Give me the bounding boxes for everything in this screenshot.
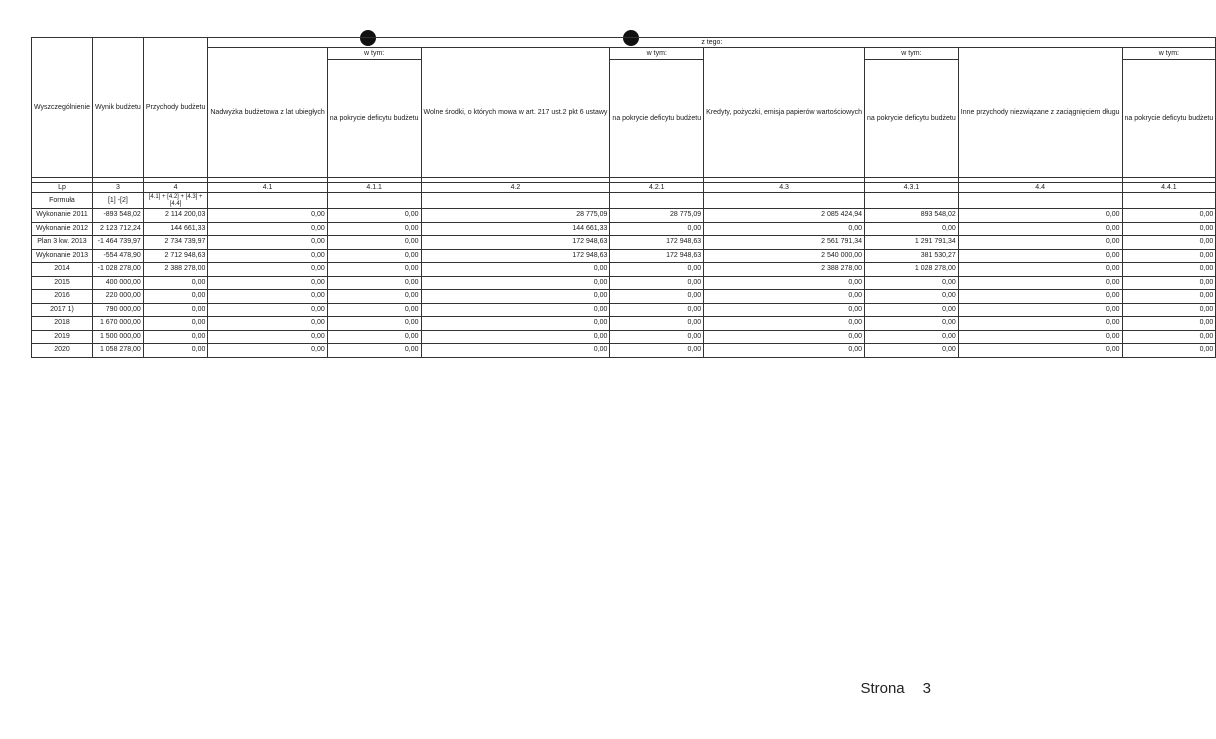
row-label: Wykonanie 2011	[32, 209, 93, 223]
value-cell: 0,00	[704, 330, 865, 344]
value-cell: 0,00	[865, 276, 959, 290]
value-cell: 0,00	[958, 249, 1122, 263]
value-cell: 0,00	[865, 303, 959, 317]
value-cell: 0,00	[704, 303, 865, 317]
value-cell: 0,00	[1122, 236, 1216, 250]
lp-cell: 4.1	[208, 183, 327, 193]
value-cell: 0,00	[208, 249, 327, 263]
value-cell: 172 948,63	[421, 249, 610, 263]
value-cell: 0,00	[958, 330, 1122, 344]
value-cell: 1 028 278,00	[865, 263, 959, 277]
value-cell: 0,00	[327, 249, 421, 263]
value-cell: 0,00	[421, 344, 610, 358]
lp-cell: 3	[92, 183, 143, 193]
header-pokrycie-deficytu: na pokrycie deficytu budżetu	[327, 60, 421, 178]
value-cell: 0,00	[865, 344, 959, 358]
value-cell: 893 548,02	[865, 209, 959, 223]
table-row	[32, 236, 1216, 250]
table-row	[32, 317, 1216, 331]
value-cell: -893 548,02	[92, 209, 143, 223]
value-cell: 0,00	[610, 330, 704, 344]
lp-cell: 4	[143, 183, 208, 193]
header-pokrycie-deficytu: na pokrycie deficytu budżetu	[865, 60, 959, 178]
value-cell: 0,00	[208, 263, 327, 277]
value-cell: 0,00	[1122, 344, 1216, 358]
value-cell: 2 734 739,97	[143, 236, 208, 250]
value-cell: -1 464 739,97	[92, 236, 143, 250]
page-footer	[842, 680, 931, 697]
value-cell: 0,00	[421, 303, 610, 317]
header-przychody-budzetu: Przychody budżetu	[143, 38, 208, 178]
table-row	[32, 276, 1216, 290]
header-pokrycie-deficytu: na pokrycie deficytu budżetu	[610, 60, 704, 178]
value-cell: 172 948,63	[610, 236, 704, 250]
value-cell: 0,00	[1122, 290, 1216, 304]
table-row	[32, 290, 1216, 304]
header-nadwyzka: Nadwyżka budżetowa z lat ubiegłych	[208, 48, 327, 178]
value-cell: 0,00	[421, 290, 610, 304]
value-cell: 0,00	[143, 317, 208, 331]
table-row	[32, 222, 1216, 236]
row-label: Wykonanie 2013	[32, 249, 93, 263]
value-cell: 0,00	[327, 276, 421, 290]
row-label: 2020	[32, 344, 93, 358]
value-cell: 0,00	[327, 317, 421, 331]
value-cell: 0,00	[704, 222, 865, 236]
value-cell: 1 291 791,34	[865, 236, 959, 250]
value-cell: 0,00	[1122, 330, 1216, 344]
value-cell: 0,00	[208, 317, 327, 331]
value-cell: 2 114 200,03	[143, 209, 208, 223]
table-row	[32, 344, 1216, 358]
lp-cell: Lp	[32, 183, 93, 193]
value-cell: 0,00	[327, 263, 421, 277]
value-cell: 0,00	[143, 290, 208, 304]
value-cell: 0,00	[208, 276, 327, 290]
row-label: Plan 3 kw. 2013	[32, 236, 93, 250]
value-cell: 0,00	[327, 303, 421, 317]
lp-cell: 4.1.1	[327, 183, 421, 193]
value-cell: 0,00	[421, 317, 610, 331]
value-cell: 144 661,33	[421, 222, 610, 236]
value-cell: 0,00	[865, 330, 959, 344]
value-cell: 28 775,09	[421, 209, 610, 223]
value-cell: 2 540 000,00	[704, 249, 865, 263]
header-z-tego: z tego:	[208, 38, 1216, 48]
value-cell: 0,00	[610, 222, 704, 236]
page-number: 3	[922, 680, 931, 697]
value-cell: 0,00	[327, 222, 421, 236]
table-row	[32, 263, 1216, 277]
value-cell: 0,00	[1122, 303, 1216, 317]
row-label: Wykonanie 2012	[32, 222, 93, 236]
value-cell: 0,00	[865, 317, 959, 331]
value-cell: 0,00	[1122, 222, 1216, 236]
value-cell: 0,00	[865, 290, 959, 304]
header-inne-przychody: Inne przychody niezwiązane z zaciągnięciem długu	[958, 48, 1122, 178]
value-cell: 1 500 000,00	[92, 330, 143, 344]
value-cell: 2 388 278,00	[143, 263, 208, 277]
table-row	[32, 303, 1216, 317]
value-cell: 0,00	[1122, 209, 1216, 223]
lp-row	[32, 183, 1216, 193]
value-cell: 0,00	[610, 290, 704, 304]
value-cell: 0,00	[143, 330, 208, 344]
header-w-tym: w tym:	[1122, 48, 1216, 60]
formula-row	[32, 193, 1216, 209]
value-cell: 28 775,09	[610, 209, 704, 223]
formula-przychody: [4.1] + [4.2] + [4.3] + [4.4]	[143, 193, 208, 209]
page-label: Strona	[860, 680, 905, 697]
table-row	[32, 209, 1216, 223]
value-cell: 0,00	[958, 236, 1122, 250]
value-cell: 0,00	[704, 276, 865, 290]
row-label: 2016	[32, 290, 93, 304]
value-cell: 0,00	[958, 317, 1122, 331]
value-cell: 0,00	[143, 303, 208, 317]
lp-cell: 4.4.1	[1122, 183, 1216, 193]
value-cell: 0,00	[610, 303, 704, 317]
value-cell: 0,00	[958, 344, 1122, 358]
value-cell: 0,00	[610, 263, 704, 277]
table-row	[32, 330, 1216, 344]
value-cell: 0,00	[208, 344, 327, 358]
value-cell: 381 530,27	[865, 249, 959, 263]
value-cell: 0,00	[1122, 249, 1216, 263]
value-cell: 172 948,63	[421, 236, 610, 250]
row-label: 2019	[32, 330, 93, 344]
header-w-tym: w tym:	[610, 48, 704, 60]
value-cell: 2 712 948,63	[143, 249, 208, 263]
value-cell: 0,00	[958, 222, 1122, 236]
value-cell: 790 000,00	[92, 303, 143, 317]
lp-cell: 4.3	[704, 183, 865, 193]
value-cell: 0,00	[208, 290, 327, 304]
lp-cell: 4.2.1	[610, 183, 704, 193]
value-cell: 2 561 791,34	[704, 236, 865, 250]
value-cell: 0,00	[704, 344, 865, 358]
value-cell: -554 478,90	[92, 249, 143, 263]
value-cell: 1 670 000,00	[92, 317, 143, 331]
row-label: 2018	[32, 317, 93, 331]
value-cell: 0,00	[704, 317, 865, 331]
value-cell: 0,00	[1122, 276, 1216, 290]
value-cell: 0,00	[327, 209, 421, 223]
value-cell: 144 661,33	[143, 222, 208, 236]
value-cell: 2 085 424,94	[704, 209, 865, 223]
value-cell: 0,00	[421, 276, 610, 290]
header-pokrycie-deficytu: na pokrycie deficytu budżetu	[1122, 60, 1216, 178]
header-kredyty: Kredyty, pożyczki, emisja papierów wartościowych	[704, 48, 865, 178]
header-wynik-budzetu: Wynik budżetu	[92, 38, 143, 178]
value-cell: 0,00	[958, 276, 1122, 290]
lp-cell: 4.4	[958, 183, 1122, 193]
row-label: 2017 1)	[32, 303, 93, 317]
value-cell: 0,00	[610, 344, 704, 358]
value-cell: 0,00	[143, 344, 208, 358]
value-cell: 2 388 278,00	[704, 263, 865, 277]
value-cell: 0,00	[610, 317, 704, 331]
value-cell: 0,00	[704, 290, 865, 304]
value-cell: -1 028 278,00	[92, 263, 143, 277]
value-cell: 0,00	[208, 209, 327, 223]
header-wolne-srodki: Wolne środki, o których mowa w art. 217 ust.2 pkt 6 ustawy	[421, 48, 610, 178]
value-cell: 0,00	[421, 330, 610, 344]
value-cell: 0,00	[208, 222, 327, 236]
value-cell: 0,00	[327, 290, 421, 304]
value-cell: 0,00	[958, 290, 1122, 304]
value-cell: 0,00	[208, 330, 327, 344]
value-cell: 0,00	[421, 263, 610, 277]
value-cell: 220 000,00	[92, 290, 143, 304]
header-w-tym: w tym:	[327, 48, 421, 60]
formula-wynik: [1] -[2]	[92, 193, 143, 209]
value-cell: 0,00	[327, 236, 421, 250]
value-cell: 0,00	[1122, 263, 1216, 277]
value-cell: 0,00	[208, 236, 327, 250]
value-cell: 0,00	[143, 276, 208, 290]
formula-label: Formuła	[32, 193, 93, 209]
value-cell: 0,00	[958, 303, 1122, 317]
value-cell: 0,00	[865, 222, 959, 236]
lp-cell: 4.2	[421, 183, 610, 193]
value-cell: 0,00	[958, 209, 1122, 223]
lp-cell: 4.3.1	[865, 183, 959, 193]
value-cell: 0,00	[610, 276, 704, 290]
value-cell: 172 948,63	[610, 249, 704, 263]
value-cell: 0,00	[1122, 317, 1216, 331]
value-cell: 0,00	[327, 344, 421, 358]
row-label: 2015	[32, 276, 93, 290]
value-cell: 0,00	[208, 303, 327, 317]
header-wyszczegolnienie: Wyszczególnienie	[32, 38, 93, 178]
budget-table	[31, 37, 1216, 358]
value-cell: 0,00	[958, 263, 1122, 277]
value-cell: 400 000,00	[92, 276, 143, 290]
header-w-tym: w tym:	[865, 48, 959, 60]
row-label: 2014	[32, 263, 93, 277]
value-cell: 2 123 712,24	[92, 222, 143, 236]
table-row	[32, 249, 1216, 263]
value-cell: 0,00	[327, 330, 421, 344]
value-cell: 1 058 278,00	[92, 344, 143, 358]
